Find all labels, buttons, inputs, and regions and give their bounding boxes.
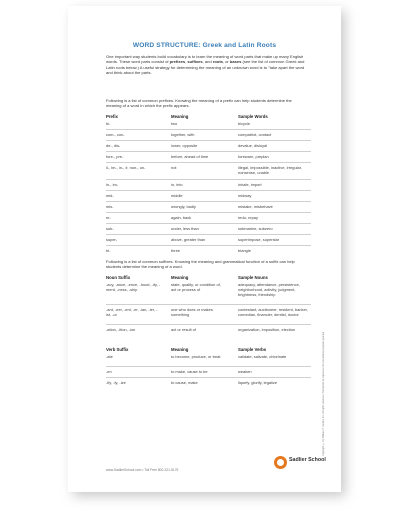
row-divider — [106, 245, 311, 246]
row-divider — [106, 151, 311, 152]
prefix-cell: il-, im-, in-, ir, non-, un- — [106, 165, 146, 170]
suffix-intro-paragraph: Following is a list of common suffixes. Knowing the meaning and grammatical function of a suffix can help students determine the meaning of a word. — [106, 259, 295, 270]
suffix-cell: -ant, -eer, -ent, -er, -ian, -ier, -ist, -or — [106, 307, 158, 317]
samples-cell: mistake, misbehave — [238, 204, 273, 209]
meaning-cell: act or result of — [171, 327, 196, 332]
footer-contact: www.SadlierSchool.com • Toll Free 800-221-5175 — [106, 468, 179, 472]
intro-text: One important way students build vocabulary is to learn the meaning of word parts that make up many English words. These word parts consist of — [106, 54, 304, 65]
document-page — [68, 6, 341, 492]
row-divider — [106, 223, 311, 224]
sadlier-logo-icon — [274, 456, 287, 469]
row-divider — [106, 190, 311, 191]
meaning-cell: three — [171, 248, 180, 253]
row-divider — [106, 377, 311, 378]
samples-cell: submarine, subzero — [238, 226, 273, 231]
verb-header-samples: Sample Verbs — [238, 347, 267, 352]
prefix-cell: mis- — [106, 204, 114, 209]
samples-cell: compatriot, contact — [238, 132, 272, 137]
samples-cell: midway — [238, 193, 252, 198]
samples-cell: organization, imposition, election — [238, 327, 296, 332]
meaning-cell: to make, cause to be — [171, 369, 208, 374]
samples-cell: contestant, auctioneer, resident, banker, comedian, financier, dentist, doctor — [238, 307, 308, 317]
samples-cell: triangle — [238, 248, 251, 253]
noun-header-meaning: Meaning — [171, 275, 189, 280]
samples-cell: inhale, import — [238, 182, 262, 187]
meaning-cell: again, back — [171, 215, 192, 220]
prefix-cell: sub- — [106, 226, 114, 231]
row-divider — [106, 140, 311, 141]
row-divider — [106, 234, 311, 235]
suffix-cell: -ate — [106, 354, 113, 359]
prefix-cell: bi- — [106, 121, 111, 126]
meaning-cell: before, ahead of time — [171, 154, 209, 159]
row-divider — [106, 366, 311, 367]
prefix-cell: mid- — [106, 193, 114, 198]
intro-text: , and — [202, 59, 213, 65]
meaning-cell: state, quality, or condition of, act or process of — [171, 282, 221, 292]
samples-cell: liquefy, glorify, legalize — [238, 380, 278, 385]
samples-cell: validate, salivate, chlorinate — [238, 354, 287, 359]
prefix-cell: super- — [106, 237, 118, 242]
meaning-cell: together, with — [171, 132, 195, 137]
prefix-cell: com-, con- — [106, 132, 125, 137]
keyword-suffixes: suffixes — [187, 59, 203, 65]
intro-text: , — [185, 59, 188, 65]
keyword-prefixes: prefixes — [169, 59, 186, 65]
suffix-cell: -acy, -ance, -ence, -hood, -ity, -ment, -ness, -ship — [106, 282, 161, 292]
intro-text: , or — [222, 59, 230, 65]
suffix-cell: -ify, -fy, -ize — [106, 380, 126, 385]
row-divider — [106, 201, 311, 202]
meaning-cell: to cause, make — [171, 380, 198, 385]
keyword-bases: bases — [229, 59, 242, 65]
samples-cell: adequacy, attendance, persistence, neighborhood, activity, judgment, brightness, friendship — [238, 282, 300, 297]
meaning-cell: in, into — [171, 182, 183, 187]
row-divider — [106, 324, 311, 325]
prefix-cell: re- — [106, 215, 111, 220]
sadlier-logo-text: Sadlier School — [289, 457, 326, 463]
meaning-cell: to become, produce, or treat — [171, 354, 221, 359]
samples-cell: illegal, impossible, inactive, irregular, nonsense, unable — [238, 165, 302, 175]
meaning-cell: middle — [171, 193, 183, 198]
samples-cell: redo, repay — [238, 215, 258, 220]
row-divider — [106, 162, 311, 163]
meaning-cell: two — [171, 121, 178, 126]
keyword-roots: roots — [212, 59, 223, 65]
row-divider — [106, 129, 311, 130]
prefix-header-samples: Sample Words — [238, 114, 268, 119]
meaning-cell: not — [171, 165, 177, 170]
meaning-cell: under, less than — [171, 226, 199, 231]
samples-cell: devalue, disloyal — [238, 143, 268, 148]
samples-cell: weaken — [238, 369, 252, 374]
meaning-cell: one who does or makes something — [171, 307, 213, 317]
intro-paragraph — [106, 54, 306, 75]
sadlier-logo — [274, 454, 328, 474]
prefix-header-meaning: Meaning — [171, 114, 189, 119]
prefix-header-prefix: Prefix — [106, 114, 118, 119]
prefix-intro-paragraph: Following is a list of common prefixes. Knowing the meaning of a prefix can help students determine the meaning of a word in which the prefix appears. — [106, 98, 292, 109]
samples-cell: forewarn, preplan — [238, 154, 269, 159]
meaning-cell: above, greater than — [171, 237, 206, 242]
copyright-sidenote: Copyright © by William H. Sadlier, Inc. All rights reserved. Permission to reproduce for educational purposes granted. — [322, 331, 325, 456]
prefix-cell: tri- — [106, 248, 111, 253]
meaning-cell: lower, opposite — [171, 143, 198, 148]
noun-header-suffix: Noun Suffix — [106, 275, 131, 280]
prefix-cell: fore-, pre- — [106, 154, 124, 159]
verb-header-suffix: Verb Suffix — [106, 347, 129, 352]
noun-header-samples: Sample Nouns — [238, 275, 268, 280]
suffix-cell: -en — [106, 369, 112, 374]
row-divider — [106, 179, 311, 180]
meaning-cell: wrongly, badly — [171, 204, 196, 209]
prefix-cell: in-, im- — [106, 182, 119, 187]
samples-cell: superimpose, superstar — [238, 237, 280, 242]
suffix-cell: -ation, -ition, -ion — [106, 327, 136, 332]
row-divider — [106, 212, 311, 213]
intro-text: (see the list of common Greek and Latin roots below.) A useful strategy for determining the meaning of an unknown word is to "take apart the word and think about the parts. — [106, 59, 305, 75]
verb-header-meaning: Meaning — [171, 347, 189, 352]
samples-cell: bicycle — [238, 121, 251, 126]
prefix-cell: de-, dis- — [106, 143, 121, 148]
row-divider — [106, 304, 311, 305]
document-title: WORD STRUCTURE: Greek and Latin Roots — [132, 42, 277, 49]
